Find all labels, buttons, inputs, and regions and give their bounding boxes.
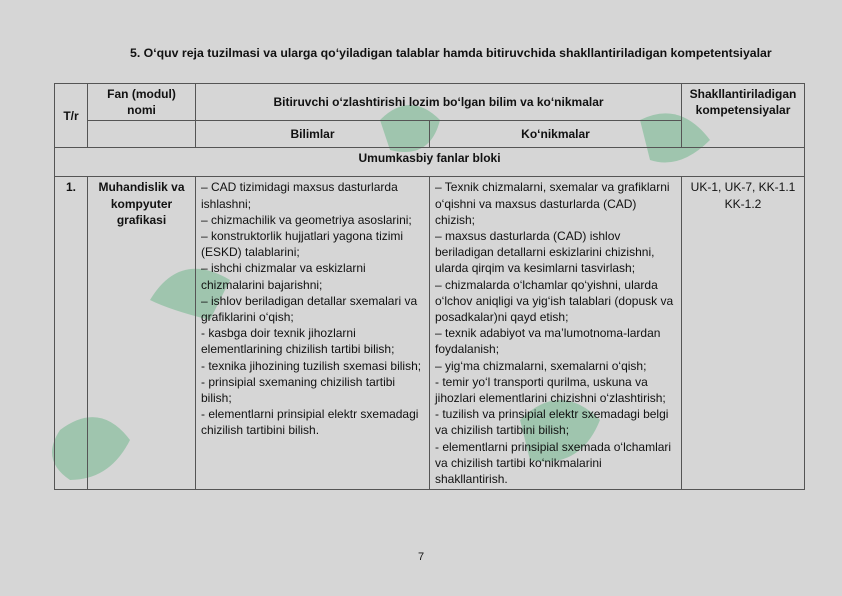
bilim-item: – ishchi chizmalar va eskizlarni chizmalarini bajarishni; [201,261,366,292]
konikma-item: - temir yo‘l transporti qurilma, uskuna va jihozlari elementlarini chizishni o‘zlashtirish; [435,374,666,406]
row-bilimlar [196,177,430,490]
header-row-top [55,84,805,121]
row-fan-name: Muhandislik va kompyuter grafikasi [88,177,196,490]
header-fan-continued [88,121,196,148]
header-konikmalar: Ko‘nikmalar [430,121,682,148]
konikma-item: – maxsus dasturlarda (CAD) ishlov beriladigan detallarni eskizlarini chizishni, ularda qirqim va kesimlarni tasvirlash; [435,229,655,276]
block-title-row [55,148,805,177]
header-bilimlar: Bilimlar [196,121,430,148]
table-row [55,177,805,490]
konikma-item: - elementlarni prinsipial sxemada o‘lchamlari va chizilish tartibi ko‘nikmalarini shakllantirish. [435,439,672,487]
block-title: Umumkasbiy fanlar bloki [55,148,805,177]
row-kompetensiyalar: UK-1, UK-7, KK-1.1 KK-1.2 [682,177,805,490]
konikma-item: – chizmalarda o‘lchamlar qo‘yishni, ularda o‘lchov aniqligi va yig‘ish talablari (dopusk va posadkalar)ni qayd etish; [435,277,674,325]
row-number: 1. [55,177,88,490]
bilim-item: - elementlarni prinsipial elektr sxemadagi chizilish tartibini bilish. [201,407,419,438]
section-heading: 5. O‘quv reja tuzilmasi va ularga qo‘yiladigan talablar hamda bitiruvchida shakllantiriladigan kompetentsiyalar [130,46,772,60]
bilim-item: - kasbga doir texnik jihozlarni elementlarining chizilish tartibi bilish; [201,326,395,357]
bilim-item: – ishlov beriladigan detallar sxemalari va grafiklarini o‘qish; [201,293,418,325]
header-tr: T/r [55,84,88,148]
curriculum-table [54,83,805,490]
header-group: Bitiruvchi o‘zlashtirishi lozim bo‘lgan bilim va ko‘nikmalar [196,84,682,121]
konikma-item: – yig‘ma chizmalarni, sxemalarni o‘qish; [435,358,647,373]
header-kompetensiyalar: Shakllantiriladigan kompetensiyalar [682,84,805,148]
konikma-item: – Texnik chizmalarni, sxemalar va grafiklarni o‘qishni va maxsus dasturlarda (CAD) chizish; [435,180,670,227]
row-konikmalar [430,177,682,490]
konikma-item: – texnik adabiyot va ma’lumotnoma-lardan foydalanish; [435,326,661,357]
konikma-item: - tuzilish va prinsipial elektr sxemadagi belgi va chizilish tartibini bilish; [435,407,669,438]
bilim-item: - texnika jihozining tuzilish sxemasi bilish; [201,358,422,373]
bilim-item: – chizmachilik va geometriya asoslarini; [201,212,412,227]
page-number: 7 [417,551,425,563]
bilim-item: - prinsipial sxemaning chizilish tartibi bilish; [201,374,396,406]
header-fan: Fan (modul) nomi [88,84,196,121]
bilim-item: – CAD tizimidagi maxsus dasturlarda ishlashni; [201,180,398,211]
bilim-item: – konstruktorlik hujjatlari yagona tizimi (ESKD) talablarini; [201,229,404,260]
